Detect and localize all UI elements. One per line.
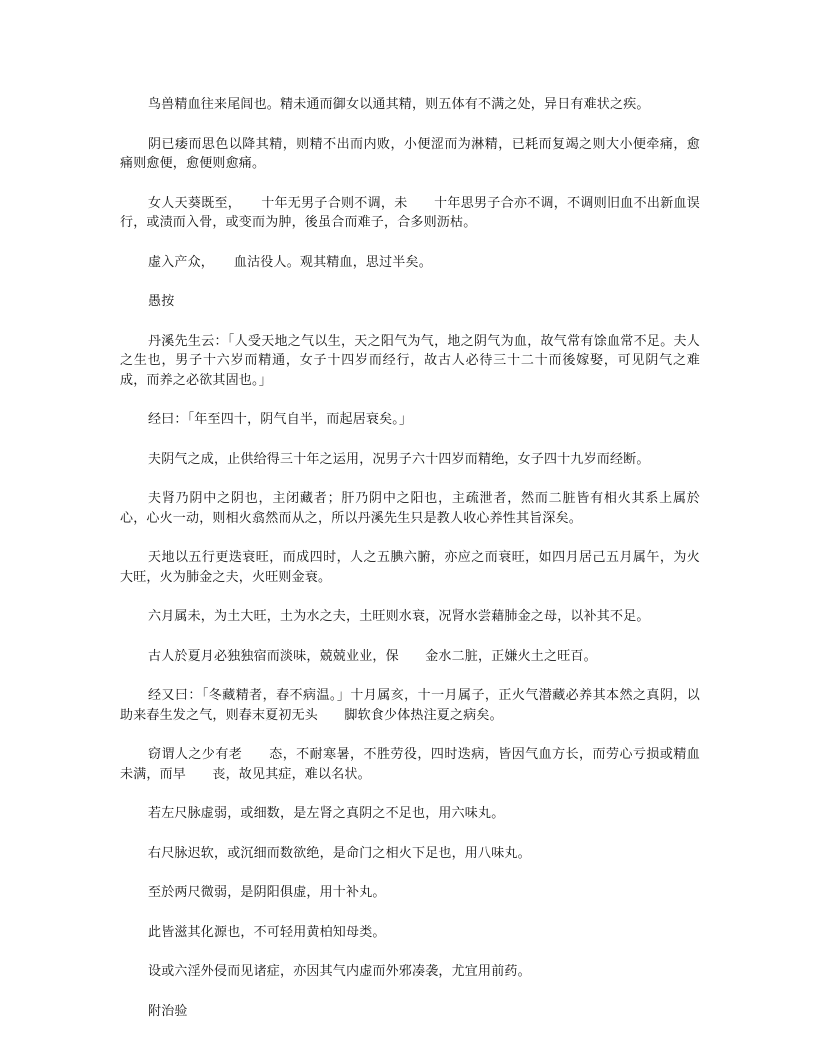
paragraph: 天地以五行更迭衰旺，而成四时，人之五腆六腑，亦应之而衰旺，如四月居己五月属午，为火大旺，火为肺金之夫，火旺则金衰。 bbox=[120, 550, 700, 585]
paragraph: 女人天葵既至， 十年无男子合则不调，未 十年思男子合亦不调，不调则旧血不出新血误行，或渍而入骨，或变而为肿，後虽合而难子，合多则沥枯。 bbox=[120, 195, 700, 230]
paragraph: 古人於夏月必独独宿而淡味，兢兢业业，保 金水二脏，正嫌火土之旺百。 bbox=[148, 648, 597, 664]
paragraph: 丹溪先生云：「人受天地之气以生，天之阳气为气，地之阴气为血，故气常有馀血常不足。夫人之生也，男子十六岁而精通，女子十四岁而经行，故古人必待三十二十而後嫁娶，可见阴气之难成，而养之必欲其固也。」 bbox=[120, 333, 700, 388]
paragraph: 六月属未，为土大旺，土为水之夫，土旺则水衰，况肾水尝藉肺金之母，以补其不足。 bbox=[148, 609, 650, 624]
paragraph: 至於两尺微弱，是阴阳俱虚，用十补丸。 bbox=[148, 885, 386, 900]
paragraph: 虚入产众， 血沽役人。观其精血，思过半矣。 bbox=[148, 254, 432, 270]
document-body bbox=[120, 95, 700, 1041]
paragraph: 若左尺脉虚弱，或细数，是左肾之真阴之不足也，用六味丸。 bbox=[148, 806, 505, 821]
section-heading: 附治验 bbox=[148, 1003, 188, 1019]
paragraph: 设或六淫外侵而见诸症，亦因其气内虚而外邪凑袭，尤宜用前药。 bbox=[148, 964, 531, 979]
paragraph: 阴已痿而思色以降其精，则精不出而内败，小便涩而为淋精，已耗而复竭之则大小便牵痛，愈痛则愈便，愈便则愈痛。 bbox=[120, 136, 700, 171]
paragraph: 右尺脉迟软，或沉细而数欲绝，是命门之相火下足也，用八味丸。 bbox=[148, 845, 531, 861]
paragraph: 鸟兽精血往来尾闾也。精未通而御女以通其精，则五体有不满之处，异日有难状之疾。 bbox=[148, 97, 650, 112]
paragraph: 夫肾乃阴中之阴也，主闭藏者；肝乃阴中之阳也，主疏泄者，然而二脏皆有相火其系上属於心，心火一动，则相火翕然而从之，所以丹溪先生只是教人收心养性其旨深矣。 bbox=[120, 491, 700, 526]
paragraph: 此皆滋其化源也，不可轻用黄柏知母类。 bbox=[148, 924, 386, 940]
section-heading: 愚按 bbox=[148, 294, 175, 309]
paragraph: 经又曰：「冬藏精者，春不病温。」十月属亥，十一月属子，正火气潜藏必养其本然之真阴，以助来春生发之气，则春末夏初无头 脚软食少体热注夏之病矣。 bbox=[120, 688, 700, 723]
paragraph: 夫阴气之成，止供给得三十年之运用，况男子六十四岁而精绝，女子四十九岁而经断。 bbox=[148, 451, 650, 467]
paragraph: 窃谓人之少有老 态，不耐寒暑，不胜劳役，四时迭病，皆因气血方长，而劳心亏损或精血未满，而早 丧，故见其症，难以名状。 bbox=[120, 747, 700, 782]
paragraph: 经曰：「年至四十，阴气自半，而起居衰矣。」 bbox=[148, 412, 413, 427]
